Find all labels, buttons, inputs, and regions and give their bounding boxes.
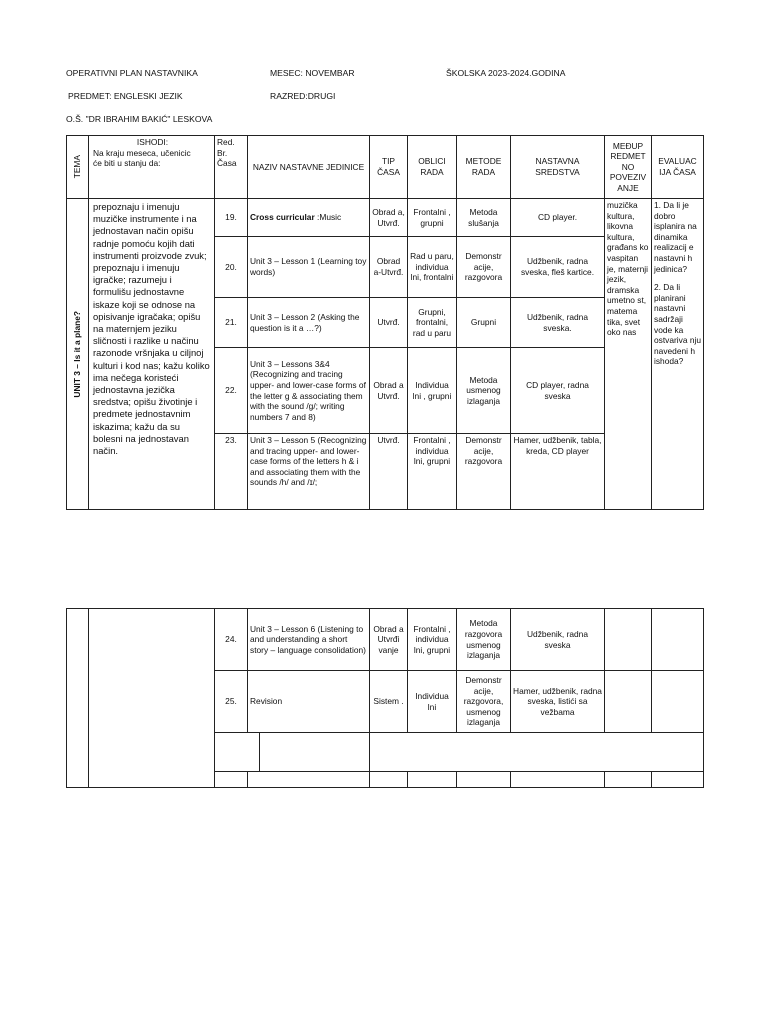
lesson-num: 21. — [215, 298, 248, 348]
medjupredmetno-cell: muzička kultura, likovna kultura, građans ko vaspitan je, maternji jezik, dramska umetno st, matema tika, svet oko nas — [605, 199, 652, 510]
col-naziv: NAZIV NASTAVNE JEDINICE — [248, 136, 370, 199]
subject-label: PREDMET: ENGLESKI JEZIK — [68, 91, 183, 101]
lesson-metode: Grupni — [457, 298, 511, 348]
lesson-sredstva: Hamer, udžbenik, radna sveska, listići sa vežbama — [511, 671, 605, 733]
col-red-br: Red. Br. Časa — [215, 136, 248, 199]
ishodi-cell: prepoznaju i imenuju muzičke instrumente i na jednostavan način opišu radnje pomoću kojih dati instrumenti proizvode zvuk; prepoznaju i imenuju igračke; razumeju i formulišu jednostavne iskaze koji se odnose na opisivanje igračaka; opišu na maternjem jeziku sličnosti i razlike u načinu razonode vršnjaka u ciljnoj kulturi i kod nas; kažu koliko ima nečega koristeći jednostavna jezička sredstva; opišu životinje i predmete jednostavnim iskazima; kažu da su bolesni na jednostavan način. — [89, 199, 215, 510]
lesson-tip: Obrad a Utvrđ. — [370, 348, 408, 434]
lesson-oblici: Frontalni , grupni — [408, 199, 457, 237]
col-metode: METODE RADA — [457, 136, 511, 199]
lesson-title: Revision — [248, 671, 370, 733]
lesson-tip: Obrad a Utvrđi vanje — [370, 609, 408, 671]
lesson-oblici: Individua lni — [408, 671, 457, 733]
lesson-metode: Metoda razgovora usmenog izlaganja — [457, 609, 511, 671]
lesson-tip: Utvrđ. — [370, 298, 408, 348]
grade-label: RAZRED:DRUGI — [270, 91, 336, 101]
lesson-oblici: Grupni, frontalni, rad u paru — [408, 298, 457, 348]
col-evaluacija: EVALUAC IJA ČASA — [652, 136, 704, 199]
lesson-num: 20. — [215, 237, 248, 298]
empty-cell — [248, 772, 370, 788]
lesson-metode: Demonstr acije, razgovora — [457, 237, 511, 298]
tema-cell: UNIT 3 – Is it a plane? — [67, 199, 89, 510]
col-ishodi: ISHODI: Na kraju meseca, učenicic će biti u stanju da: — [89, 136, 215, 199]
lesson-title: Unit 3 – Lesson 1 (Learning toy words) — [248, 237, 370, 298]
lesson-sredstva: CD player. — [511, 199, 605, 237]
lesson-oblici: Individua lni , grupni — [408, 348, 457, 434]
lesson-num: 24. — [215, 609, 248, 671]
plan-table — [66, 135, 704, 510]
month-label: MESEC: NOVEMBAR — [270, 68, 355, 78]
school-label: O.Š. "DR IBRAHIM BAKIĆ" LESKOVA — [66, 114, 213, 124]
tema-cell-empty — [67, 609, 89, 788]
lesson-oblici: Frontalni , individua lni, grupni — [408, 609, 457, 671]
lesson-tip: Obrad a, Utvrđ. — [370, 199, 408, 237]
plan-table-continued — [66, 608, 704, 788]
lesson-oblici: Rad u paru, individua lni, frontalni — [408, 237, 457, 298]
empty-cell — [370, 772, 408, 788]
evaluacija-cell: 1. Da li je dobro isplanira na dinamika realizacij e nastavni h jedinica? 2. Da li planirani nastavni sadržaji vode ka ostvariva nju navedeni h ishoda? — [652, 199, 704, 510]
header-row — [67, 136, 704, 199]
evaluacija-empty — [652, 609, 704, 671]
col-tema: TEMA — [67, 136, 89, 199]
lesson-title: Unit 3 – Lesson 6 (Listening to and understanding a short story – language consolidation) — [248, 609, 370, 671]
empty-cell — [408, 772, 457, 788]
plan-title: OPERATIVNI PLAN NASTAVNIKA — [66, 68, 198, 78]
lesson-num: 25. — [215, 671, 248, 733]
lesson-title: Unit 3 – Lessons 3&4 (Recognizing and tracing upper- and lower-case forms of the letter g & associating them with the sound /g/; writing numbers 7 and 8) — [248, 348, 370, 434]
empty-cell — [605, 772, 652, 788]
lesson-tip: Sistem . — [370, 671, 408, 733]
lesson-sredstva: Udžbenik, radna sveska — [511, 609, 605, 671]
ishodi-cell-empty — [89, 609, 215, 788]
lesson-num: 23. — [215, 434, 248, 510]
col-sredstva: NASTAVNA SREDSTVA — [511, 136, 605, 199]
lesson-metode: Demonstr acije, razgovora — [457, 434, 511, 510]
lesson-tip: Obrad a-Utvrđ. — [370, 237, 408, 298]
split-cell — [215, 733, 370, 772]
lesson-sredstva: Udžbenik, radna sveska. — [511, 298, 605, 348]
lesson-sredstva: Udžbenik, radna sveska, fleš kartice. — [511, 237, 605, 298]
medjupredmetno-empty — [605, 671, 652, 733]
lesson-title: Cross curricular :Music — [248, 199, 370, 237]
lesson-title: Unit 3 – Lesson 2 (Asking the question is it a …?) — [248, 298, 370, 348]
table-row — [67, 609, 704, 671]
lesson-title: Unit 3 – Lesson 5 (Recognizing and tracing upper- and lower-case forms of the letters h & i and associating them with the sounds /h/ and /ɪ/; — [248, 434, 370, 510]
lesson-sredstva: CD player, radna sveska — [511, 348, 605, 434]
empty-cell — [652, 772, 704, 788]
lesson-oblici: Frontalni , individua lni, grupni — [408, 434, 457, 510]
empty-cell — [370, 733, 704, 772]
empty-cell — [511, 772, 605, 788]
school-year-label: ŠKOLSKA 2023-2024.GODINA — [446, 68, 566, 78]
lesson-metode: Metoda slušanja — [457, 199, 511, 237]
evaluacija-empty — [652, 671, 704, 733]
col-medjupredmetno: MEĐUP REDMET NO POVEZIV ANJE — [605, 136, 652, 199]
col-oblici: OBLICI RADA — [408, 136, 457, 199]
col-tip: TIP ČASA — [370, 136, 408, 199]
lesson-tip: Utvrđ. — [370, 434, 408, 510]
lesson-num: 19. — [215, 199, 248, 237]
medjupredmetno-empty — [605, 609, 652, 671]
empty-cell — [457, 772, 511, 788]
lesson-sredstva: Hamer, udžbenik, tabla, kreda, CD player — [511, 434, 605, 510]
lesson-metode: Metoda usmenog izlaganja — [457, 348, 511, 434]
lesson-metode: Demonstr acije, razgovora, usmenog izlaganja — [457, 671, 511, 733]
empty-cell — [215, 772, 248, 788]
table-row — [67, 199, 704, 237]
lesson-num: 22. — [215, 348, 248, 434]
